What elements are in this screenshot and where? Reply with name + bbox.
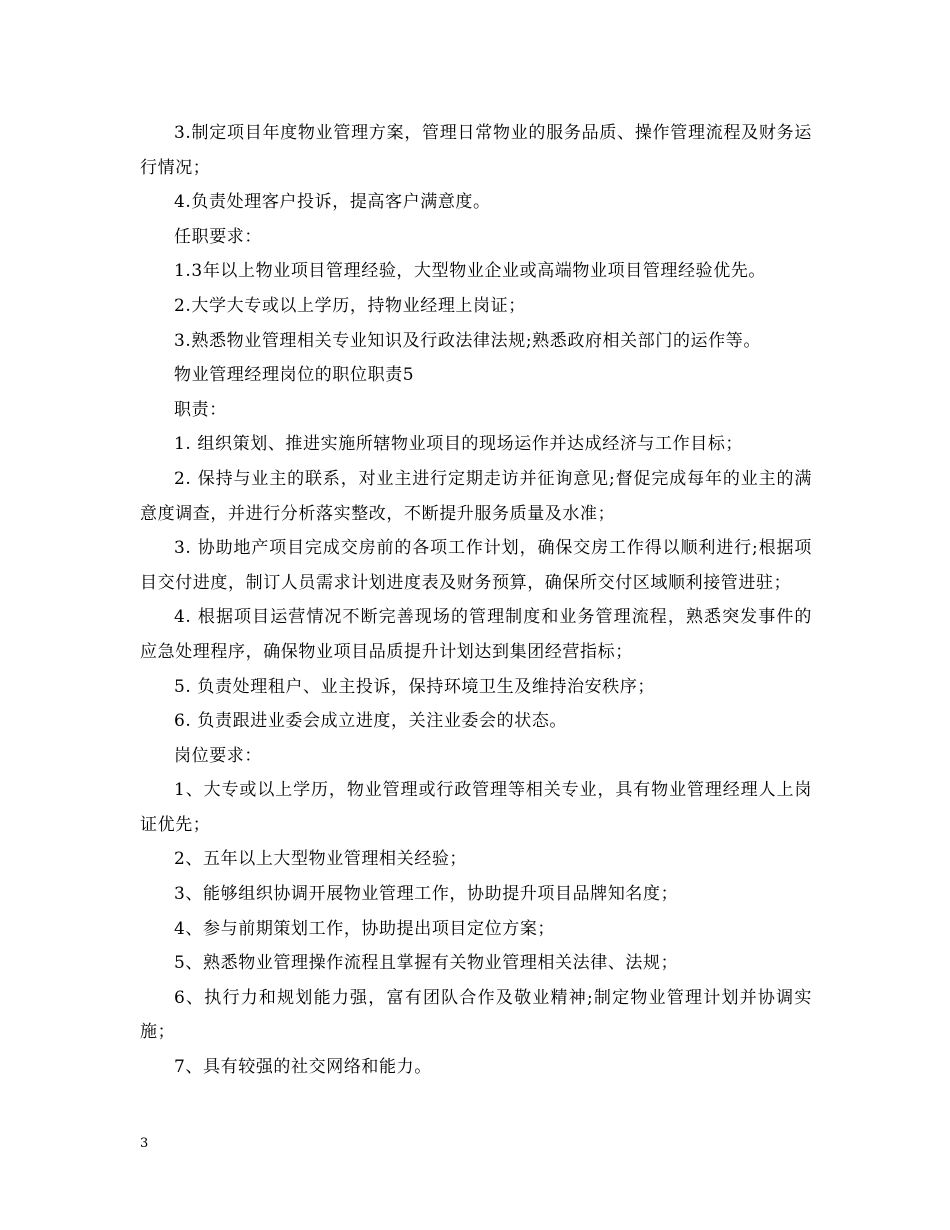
paragraph: 1、大专或以上学历，物业管理或行政管理等相关专业，具有物业管理经理人上岗证优先； — [140, 780, 812, 835]
section-heading: 任职要求： — [174, 226, 262, 247]
section-title: 物业管理经理岗位的职位职责5 — [174, 365, 415, 386]
paragraph: 4、参与前期策划工作，协助提出项目定位方案； — [174, 918, 556, 939]
paragraph: 1.3年以上物业项目管理经验，大型物业企业或高端物业项目管理经验优先。 — [174, 261, 767, 282]
paragraph: 4. 根据项目运营情况不断完善现场的管理制度和业务管理流程，熟悉突发事件的应急处理程序，确保物业项目品质提升计划达到集团经营指标； — [140, 607, 812, 662]
paragraph: 3.制定项目年度物业管理方案，管理日常物业的服务品质、操作管理流程及财务运行情况； — [140, 123, 812, 178]
paragraph: 5、熟悉物业管理操作流程且掌握有关物业管理相关法律、法规； — [174, 953, 679, 974]
paragraph: 4.负责处理客户投诉，提高客户满意度。 — [174, 192, 491, 213]
paragraph: 5. 负责处理租户、业主投诉，保持环境卫生及维持治安秩序； — [174, 676, 656, 697]
paragraph: 6、执行力和规划能力强，富有团队合作及敬业精神;制定物业管理计划并协调实施； — [140, 987, 812, 1043]
paragraph: 7、具有较强的社交网络和能力。 — [174, 1057, 432, 1078]
paragraph: 3.熟悉物业管理相关专业知识及行政法律法规;熟悉政府相关部门的运作等。 — [174, 330, 761, 351]
page-number: 3 — [140, 1136, 149, 1151]
paragraph: 6. 负责跟进业委会成立进度，关注业委会的状态。 — [174, 711, 568, 732]
paragraph: 2. 保持与业主的联系，对业主进行定期走访并征询意见;督促完成每年的业主的满意度调查，并进行分析落实整改，不断提升服务质量及水准； — [140, 468, 812, 524]
document-body — [140, 116, 812, 1085]
section-heading: 岗位要求： — [174, 745, 262, 766]
section-heading: 职责： — [174, 399, 227, 420]
paragraph: 3、能够组织协调开展物业管理工作，协助提升项目品牌知名度； — [174, 884, 679, 905]
paragraph: 2.大学大专或以上学历，持物业经理上岗证； — [174, 295, 526, 316]
paragraph: 3. 协助地产项目完成交房前的各项工作计划，确保交房工作得以顺利进行;根据项目交付进度，制订人员需求计划进度表及财务预算，确保所交付区域顺利接管进驻； — [140, 538, 812, 593]
paragraph: 2、五年以上大型物业管理相关经验； — [174, 849, 468, 870]
paragraph: 1. 组织策划、推进实施所辖物业项目的现场运作并达成经济与工作目标； — [174, 434, 744, 455]
